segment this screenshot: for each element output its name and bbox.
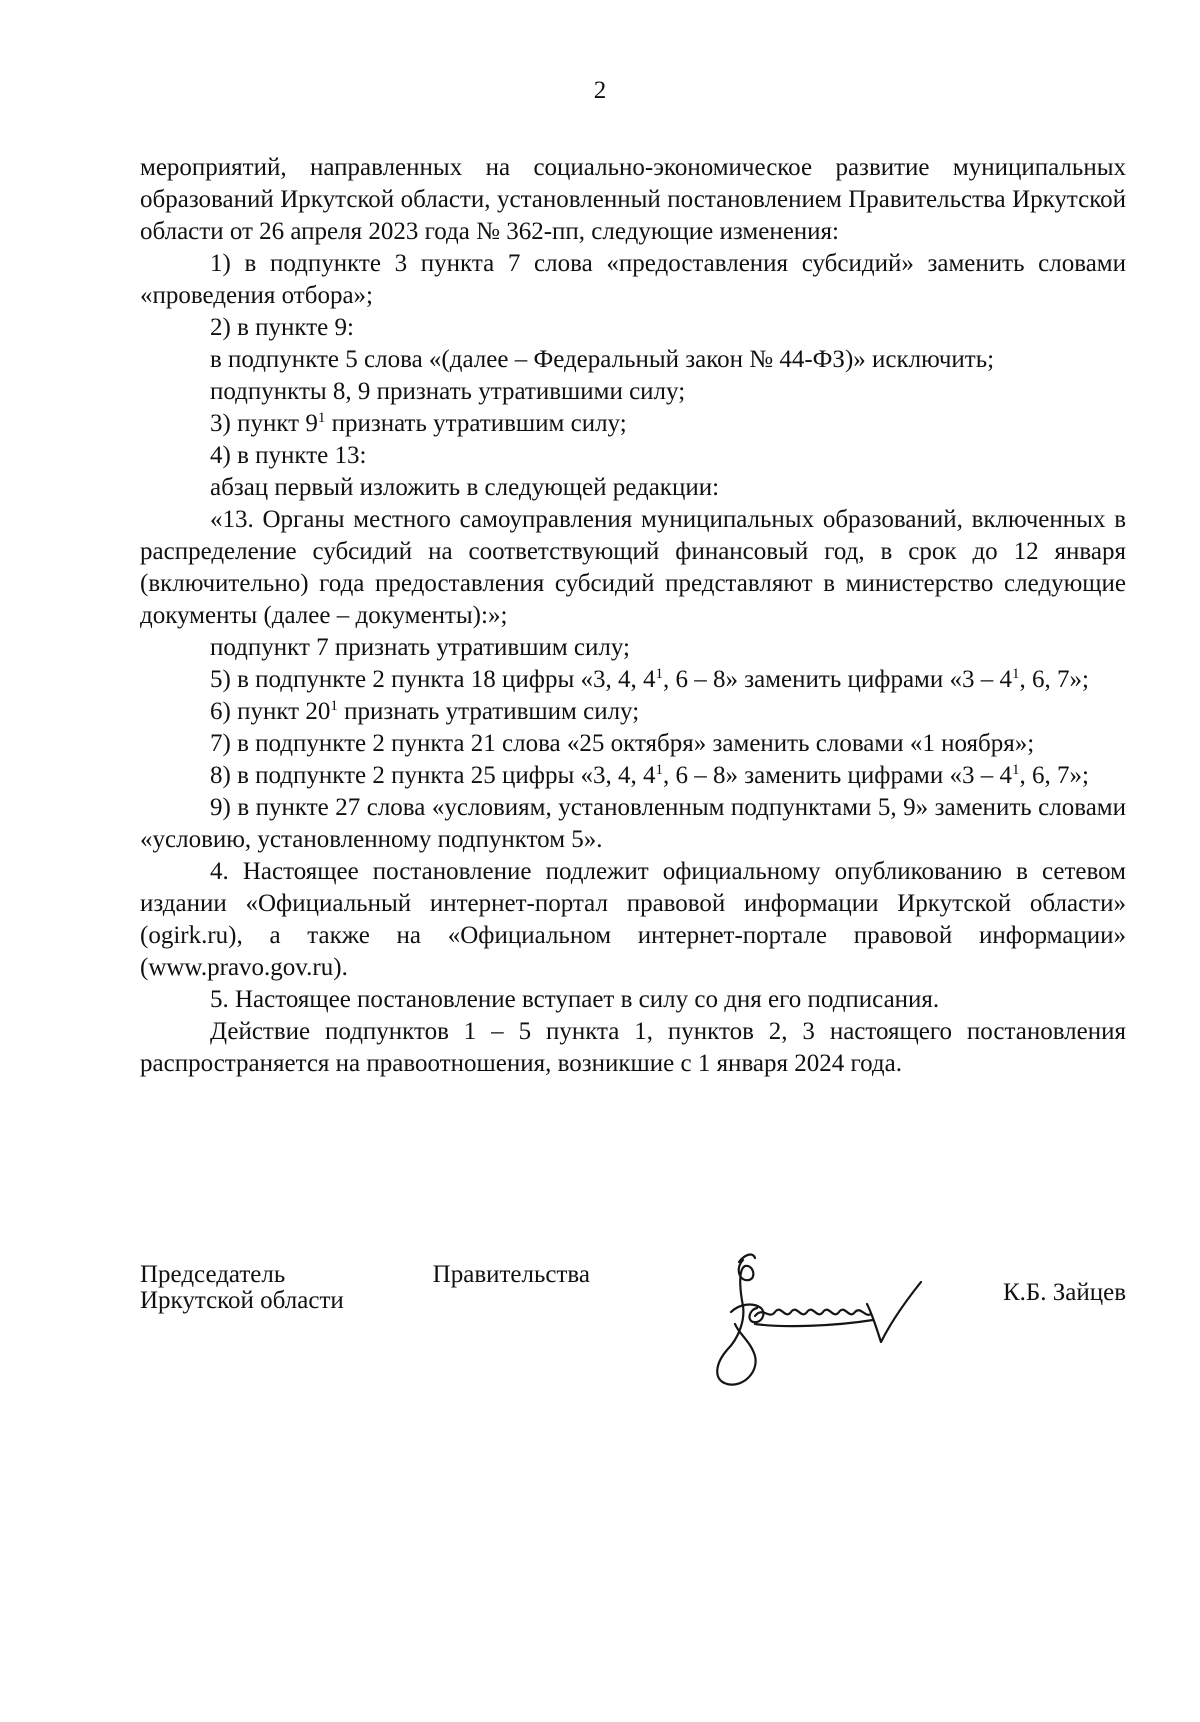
paragraph-item-4-abzac: абзац первый изложить в следующей редакции:: [210, 474, 720, 501]
paragraph-item-4-sub-7: подпункт 7 признать утратившим силу;: [210, 634, 630, 661]
signature-block: [140, 1262, 1126, 1402]
paragraph-section-5-effect: Действие подпунктов 1 – 5 пункта 1, пунктов 2, 3 настоящего постановления распространяется на правоотношения, возникшие с 1 января 2024 года.: [140, 1018, 1126, 1077]
paragraph-item-2: 2) в пункте 9:: [210, 314, 354, 341]
paragraph-intro-continuation: мероприятий, направленных на социально-экономическое развитие муниципальных образований Иркутской области, установленный постановлением Правительства Иркутской области от 26 апреля 2023 года № 362-пп, следующие изменения:: [140, 154, 1126, 245]
page-number: 2: [593, 77, 607, 104]
paragraph-item-13-quote: «13. Органы местного самоуправления муниципальных образований, включенных в распределение субсидий на соответствующий финансовый год, в срок до 12 января (включительно) года предоставления субсидий представляют в министерство следующие документы (далее – документы):»;: [140, 506, 1126, 629]
signatory-title-line-2: Иркутской области: [140, 1287, 344, 1314]
document-body: [140, 152, 1126, 1080]
paragraph-item-8: 8) в подпункте 2 пункта 25 цифры «3, 4, $4^1$, 6 – 8» заменить цифрами «$3 - 4^1$, 6, 7»;: [210, 762, 1089, 789]
paragraph-item-2-sub-8-9: подпункты 8, 9 признать утратившими силу;: [210, 378, 686, 405]
paragraph-item-7: 7) в подпункте 2 пункта 21 слова «25 октября» заменить словами «1 ноября»;: [210, 730, 1035, 757]
paragraph-item-4: 4) в пункте 13:: [210, 442, 367, 469]
signatory-title: [140, 1262, 590, 1314]
signatory-name: К.Б. Зайцев: [1002, 1279, 1126, 1306]
paragraph-section-4: 4. Настоящее постановление подлежит официальному опубликованию в сетевом издании «Официальный интернет-портал правовой информации Иркутской области» (ogirk.ru), а также на «Официальном интернет-портале правовой информации» (www.pravo.gov.ru).: [140, 858, 1126, 981]
paragraph-item-6: 6) пункт $20^1$ признать утратившим силу;: [210, 698, 640, 725]
paragraph-item-3: 3) пункт $9^1$ признать утратившим силу;: [210, 410, 627, 437]
signatory-title-line-1: Председатель Правительства: [140, 1261, 590, 1288]
paragraph-section-5: 5. Настоящее постановление вступает в силу со дня его подписания.: [210, 986, 940, 1013]
paragraph-item-9: 9) в пункте 27 слова «условиям, установленным подпунктами 5, 9» заменить словами «условию, установленному подпунктом 5».: [140, 794, 1126, 853]
paragraph-item-5: 5) в подпункте 2 пункта 18 цифры «3, 4, $4^1$, 6 – 8» заменить цифрами «$3 - 4^1$, 6, 7»;: [210, 666, 1089, 693]
handwritten-signature-icon: [695, 1246, 935, 1396]
paragraph-item-1: 1) в подпункте 3 пункта 7 слова «предоставления субсидий» заменить словами «проведения отбора»;: [140, 250, 1126, 309]
paragraph-item-2-sub-5: в подпункте 5 слова «(далее – Федеральный закон № 44-ФЗ)» исключить;: [210, 346, 995, 373]
